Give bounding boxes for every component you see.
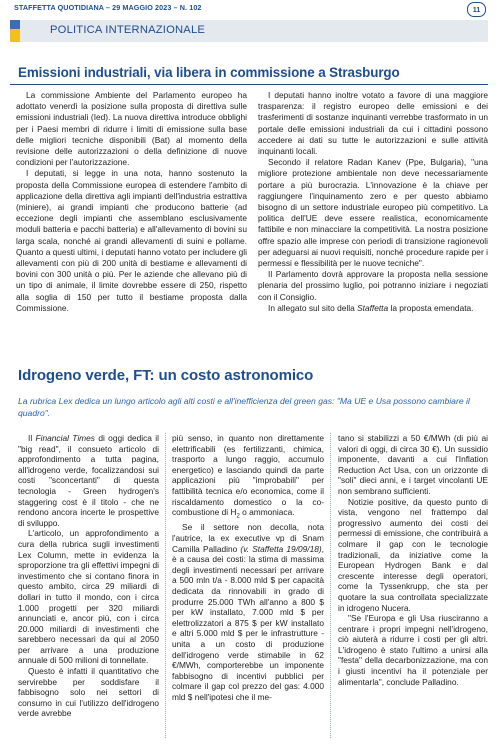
article1-closing: In allegato sul sito della Staffetta la proposta emendata. <box>268 302 474 313</box>
article2-column-2 <box>172 433 324 703</box>
article2-paragraph: "Se l'Europa e gli Usa riusciranno a centrare i propri impegni nell'idrogeno, ciò aiuterà a ridurre i costi per gli altri. L'idrogeno è stato l'ultimo a unirsi alla "festa" della decarbonizzazione, ma con i giusti incentivi ha il potenziale per alimentarla", conclude Palladino. <box>338 613 488 687</box>
article1-left-column <box>16 90 247 314</box>
article1-rule <box>10 84 488 85</box>
article2-paragraph: Questo è infatti il quantitativo che servirebbe per soddisfare il fabbisogno solo nei settori di consumo in cui l'utilizzo dell'idrogeno verde avrebbe <box>18 666 159 719</box>
article1-paragraph: La commissione Ambiente del Parlamento europeo ha adottato venerdì la posizione sulla proposta di direttiva sulle emissioni industriali (Ied). La nuova direttiva introduce obblighi per i Paesi membri di ridurre i limiti di emissione sulla base delle migliori tecniche disponibili (Bat) al momento della revisione delle autorizzazioni o della definizione di nuove condizioni per l'autorizzazione. <box>16 90 247 168</box>
article2-paragraph: Il Financial Times di oggi dedica il "big read", il consueto articolo di approfondimento a tutta pagina, all'idrogeno verde, focalizzandosi sui costi "sconcertanti" di questa tecnologia - Green hydrogen's staggering cost è il titolo - che ne rendono ancora incerte le prospettive di sviluppo. <box>18 433 159 528</box>
article2-lead: La rubrica Lex dedica un lungo articolo agli alti costi e all'inefficienza del green gas: "Ma UE e Usa possono cambiare il quadro". <box>18 396 470 418</box>
article2-paragraph: L'articolo, un approfondimento a cura della rubrica sugli investimenti Lex Column, mette in evidenza la sproporzione tra gli effettivi impegni di investimento che si contano finora in questo ambito, circa 29 miliardi di dollari in tutto il mondo, con i circa 1.000 progetti per 320 miliardi annunciati e, ancor più, con i circa 20.000 miliardi di investimenti che sarebbero necessari da qui al 2050 per arrivare a una produzione annuale di 500 milioni di tonnellate. <box>18 528 159 666</box>
column-divider <box>330 433 331 738</box>
article2-paragraph: Se il settore non decolla, nota l'autrice, la ex executive vp di Snam Camilla Palladino (v. Staffetta 19/09/18), è a causa dei costi: la stima di massima degli investimenti necessari per arrivare a 500 mln t/a - 8.000 mld $ per capacità dedicata da rinnovabili in grado di produrre 25.000 TWh all'anno a 800 $ per kW installato, 7.000 mld $ per elettrolizzatori a 875 $ per kW installato e altri 5.000 mld $ per le infrastrutture - unita a un costo di produzione dell'idrogeno verde stimabile in 62 €/MWh, comporterebbe un imponente fabbisogno di incentivi pubblici per colmare il gap col prezzo del gas: 4.000 mld $ nell'ipotesi che il me- <box>172 522 324 702</box>
article2-column-1 <box>18 433 159 719</box>
article2-paragraph: tano si stabilizzi a 50 €/MWh (di più ai valori di oggi, di circa 30 €). Un sussidio imponente, davanti a cui l'Inflation Reduction Act Usa, con un orizzonte di "soli" dieci anni, e i target vincolanti UE non sembrano sufficienti. <box>338 433 488 496</box>
article2-paragraph: Notizie positive, da questo punto di vista, vengono nel frattempo dal progressivo aumento dei costi dei permessi di emissione, che contribuirà a colmare il gap con le tecnologie tradizionali, da iniziative come la European Hydrogen Bank e dal crescente interesse degli operatori, come la Tyssenkrupp, che sta per quotare la sua controllata specializzate in idrogeno Nucera. <box>338 496 488 613</box>
publication-line: STAFFETTA QUOTIDIANA – 29 MAGGIO 2023 – N. 102 <box>14 3 202 12</box>
page-header <box>10 3 488 16</box>
section-marker-icon <box>10 20 20 42</box>
section-bar <box>10 20 488 42</box>
article1-paragraph: Il Parlamento dovrà approvare la proposta nella sessione plenaria del prossimo luglio, poi potranno iniziare i negoziati con il Consiglio. <box>258 269 488 302</box>
article1-paragraph: Secondo il relatore Radan Kanev (Ppe, Bulgaria), "una migliore protezione ambientale non deve necessariamente portare a più burocrazia. L'innovazione è la chiave per raggiungere l'inquinamento zero e per questo abbiamo bisogno di un settore industriale europeo più competitivo. La politica dell'UE deve essere realistica, economicamente fattibile e non minacciare la competitività. La nostra posizione offre spazio alle imprese con periodi di transizione ragionevoli per adeguarsi ai nuovi requisiti, nonché procedure rapide per i permessi e flessibilità per le nuove tecniche". <box>258 157 488 269</box>
column-divider <box>165 433 166 738</box>
page-number: 11 <box>467 2 486 17</box>
article2-column-3 <box>338 433 488 687</box>
article1-paragraph: I deputati hanno inoltre votato a favore di una maggiore trasparenza: il registro europeo delle emissioni e dei trasferimenti di sostanze inquinanti verrebbe trasformato in un portale delle emissioni industriali da cui i cittadini possono accedere ai dati su tutte le autorizzazioni e sulle attività inquinanti locali. <box>258 90 488 157</box>
source-name: Financial Times <box>35 433 95 443</box>
cross-reference: (v. Staffetta 19/09/18) <box>240 543 322 554</box>
section-title: POLITICA INTERNAZIONALE <box>50 24 206 36</box>
article2-headline: Idrogeno verde, FT: un costo astronomico <box>18 367 314 384</box>
article1-right-column <box>258 90 488 314</box>
article2-paragraph: più senso, in quanto non direttamente elettrificabili (es fertilizzanti, chimica, trasporto a lungo raggio, accumulo energetico) e lasciando quindi da parte applicazioni più "improbabili" per fattibilità tecnica e/o economica, come il riscaldamento domestico o la co-combustione di $H_2$ o ammoniaca. <box>172 433 324 520</box>
article1-paragraph: I deputati, si legge in una nota, hanno sostenuto la proposta della Commissione europea di estendere l'ambito di applicazione della direttiva agli impianti dell'industria estrattiva (miniere), ai grandi impianti che producono batterie (ad eccezione degli impianti che assemblano esclusivamente moduli batteria e pacchi batteria) e all'allevamento di bovini su larga scala, nonché ai grandi allevamenti di suini e pollame. Quanto a questi ultimi, i deputati hanno votato per includere gli allevamenti con più di 200 unità di bestiame e allevamenti di bovini con 300 unità o più. Per le aziende che allevano più di un tipo di animale, il limite dovrebbe essere di 250, rispetto alla soglia di 150 per tutto il bestiame proposta dalla Commissione. <box>16 168 247 313</box>
article1-headline: Emissioni industriali, via libera in commissione a Strasburgo <box>18 65 400 80</box>
source-name: Staffetta <box>357 302 389 313</box>
